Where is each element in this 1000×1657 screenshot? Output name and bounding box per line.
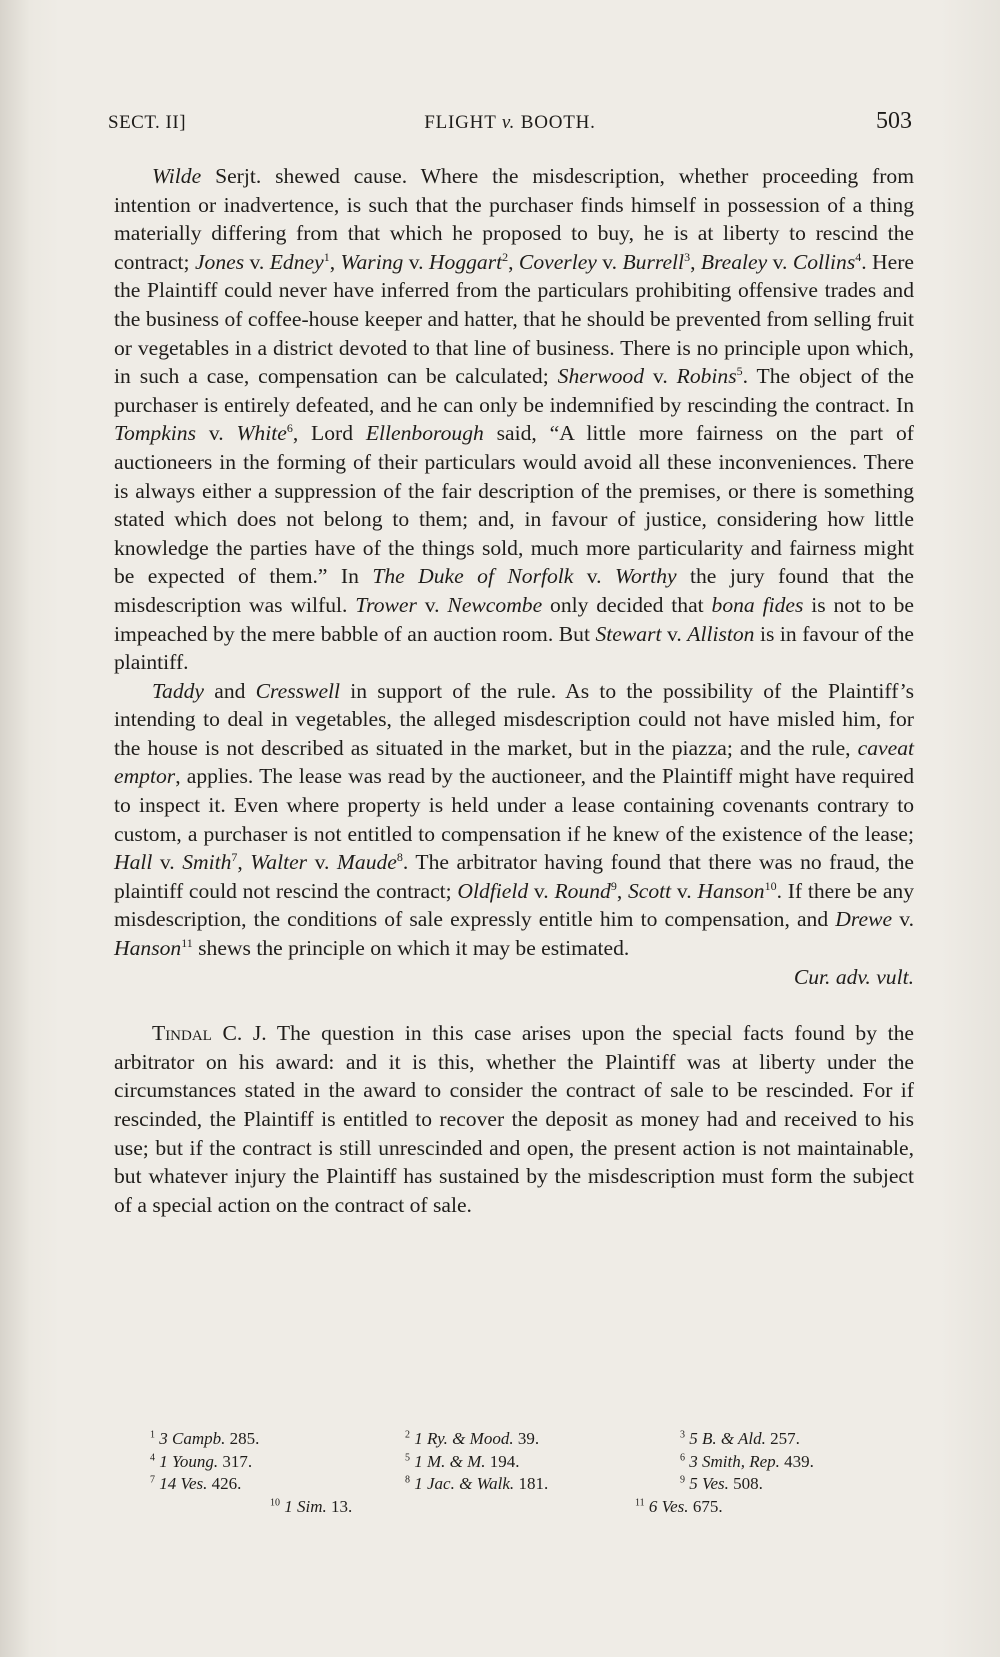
case-title: FLIGHT v. BOOTH. bbox=[424, 112, 596, 133]
running-header bbox=[108, 108, 912, 142]
paragraph-wilde: Wilde Serjt. shewed cause. Where the misdescription, whether proceeding from intention or inadvertence, is such that the purchaser finds himself in possession of a thing materially differing from that which he proposed to buy, he is at liberty to rescind the contract; Jones v. Edney$^1$, Waring v. Hoggart$^2$, Coverley v. Burrell$^3$, Brealey v. Collins$^4$. Here the Plaintiff could never have inferred from the particulars prohibiting offensive trades and the business of coffee-house keeper and hatter, that he should be prevented from selling fruit or vegetables in a district devoted to that line of business. There is no principle upon which, in such a case, compensation can be calculated; Sherwood v. Robins$^5$. The object of the purchaser is entirely defeated, and he can only be indemnified by rescinding the contract. In Tompkins v. White$^6$, Lord Ellenborough said, “A little more fairness on the part of auctioneers in the forming of their particulars would avoid all these inconveniences. There is always either a suppression of the fair description of the premises, or there is something stated which does not belong to them; and, in favour of justice, considering how little knowledge the parties have of the things sold, much more particularity and fairness might be expected of them.” In The Duke of Norfolk v. Worthy the jury found that the misdescription was wilful. Trower v. Newcombe only decided that bona fides is not to be impeached by the mere babble of an auction room. But Stewart v. Alliston is in favour of the plaintiff. bbox=[114, 164, 914, 675]
cur-adv-vult: Cur. adv. vult. bbox=[793, 964, 914, 989]
section-label: SECT. II] bbox=[108, 112, 187, 133]
footnote: $^4$ 1 Young. 317. bbox=[150, 1451, 253, 1471]
footnote: $^3$ 5 B. & Ald. 257. bbox=[680, 1429, 800, 1448]
footnote: $^1$ 3 Campb. 285. bbox=[150, 1429, 260, 1448]
footnote: $^9$ 5 Ves. 508. bbox=[680, 1474, 763, 1493]
footnote: $^{11}$ 6 Ves. 675. bbox=[635, 1496, 723, 1516]
footnotes bbox=[140, 1428, 900, 1518]
footnote: $^6$ 3 Smith, Rep. 439. bbox=[680, 1451, 814, 1471]
report-body bbox=[114, 162, 914, 1219]
paragraph-taddy: Taddy and Cresswell in support of the rule. As to the possibility of the Plaintiff’s intending to deal in vegetables, the alleged misdescription could not have misled him, for the house is not described as situated in the market, but in the piazza; and the rule, caveat emptor, applies. The lease was read by the auctioneer, and the Plaintiff might have required to inspect it. Even where property is held under a lease containing covenants contrary to custom, a purchaser is not entitled to compensation if he knew of the existence of the lease; Hall v. Smith$^7$, Walter v. Maude$^8$. The arbitrator having found that there was no fraud, the plaintiff could not rescind the contract; Oldfield v. Round$^9$, Scott v. Hanson$^{10}$. If there be any misdescription, the conditions of sale expressly entitle him to compensation, and Drewe v. Hanson$^{11}$ shews the principle on which it may be estimated. bbox=[114, 678, 915, 961]
footnote: $^2$ 1 Ry. & Mood. 39. bbox=[405, 1429, 540, 1448]
page-number: 503 bbox=[876, 108, 912, 134]
footnote: $^7$ 14 Ves. 426. bbox=[150, 1474, 242, 1493]
paragraph-tindal: Tindal C. J. The question in this case arises upon the special facts found by the arbitrator on his award: and it is this, whether the Plaintiff was at liberty under the circumstances stated in the award to consider the contract of sale to be rescinded. For if rescinded, the Plaintiff is entitled to recover the deposit as money had and received to his use; but if the contract is still unrescinded and open, the present action is not maintainable, but whatever injury the Plaintiff has sustained by the misdescription must form the subject of a special action on the contract of sale. bbox=[114, 1021, 914, 1217]
footnote: $^{10}$ 1 Sim. 13. bbox=[270, 1496, 353, 1516]
footnote: $^5$ 1 M. & M. 194. bbox=[405, 1451, 520, 1471]
footnote: $^8$ 1 Jac. & Walk. 181. bbox=[405, 1474, 549, 1493]
